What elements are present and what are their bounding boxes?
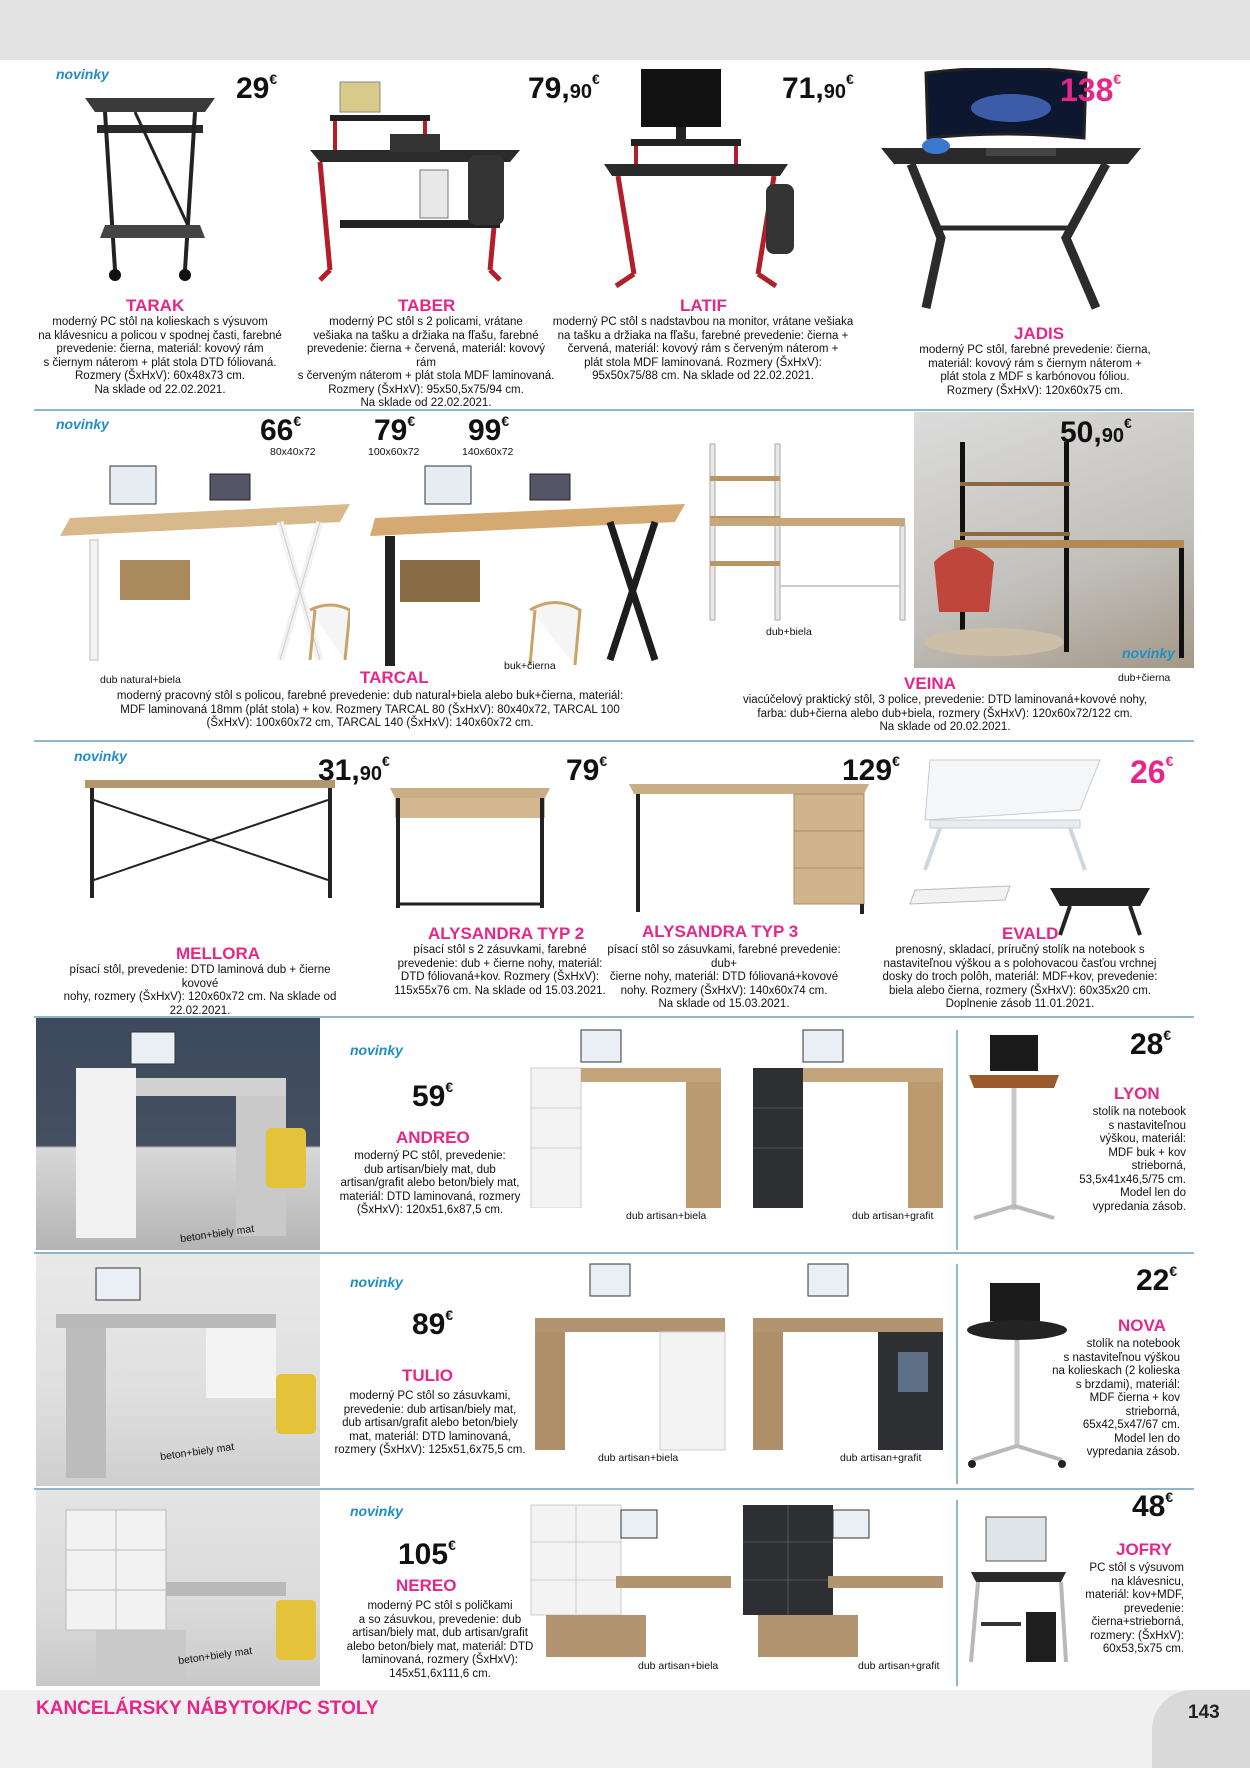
veina-label-black: dub+čierna [1118,672,1171,684]
latif-price: 71,90€ [782,71,854,105]
evald-name: EVALD [1002,924,1059,943]
andreo-label-white: dub artisan+biela [626,1210,707,1222]
andreo-name: ANDREO [396,1128,470,1147]
new-badge: novinky [350,1042,403,1058]
page-title: KANCELÁRSKY NÁBYTOK/PC STOLY [36,1698,379,1719]
tarcal-100-price: 79€ [374,413,416,447]
tarcal-80-price: 66€ [260,413,302,447]
veina-name: VEINA [904,674,956,693]
evald-image [900,750,1160,940]
nereo-label-graphite: dub artisan+grafit [858,1660,940,1672]
nereo-photo-label: beton+biely mat [177,1644,253,1668]
veina-white-image [700,436,910,626]
nereo-white-image [526,1500,736,1660]
alysandra3-price: 129€ [842,753,900,787]
alysandra3-desc: písací stôl so zásuvkami, farebné prevedenie: dub+ čierne nohy, materiál: DTD fóliovaná+kovové nohy. Rozmery (ŠxHxV): 140x60x74 cm. Na sklade od 15.03.2021. [607,944,841,1010]
tarcal-label-black: buk+čierna [504,660,556,672]
nereo-graphite-image [738,1500,948,1660]
veina-price: 50,90€ [1060,415,1132,449]
alysandra3-image [624,776,874,916]
latif-desc: moderný PC stôl s nadstavbou na monitor, vrátane vešiaka na tašku a držiaka na fľašu, farebné prevedenie: čierna + červená, materiál: kovový rám s červeným náterom + plát stola MDF laminovaná. Rozmery (ŠxHxV): 95x50x75/88 cm. Na sklade od 22.02.2021. [552,316,854,382]
alysandra2-name: ALYSANDRA TYP 2 [428,924,585,943]
tulio-label-white: dub artisan+biela [598,1452,679,1464]
top-strip [0,0,1250,60]
tarcal-name: TARCAL [360,668,429,687]
jadis-price: 138€ [1060,71,1122,108]
column-divider [956,1500,958,1686]
jadis-name: JADIS [1014,324,1065,343]
evald-price: 26€ [1130,753,1174,790]
tulio-name: TULIO [402,1366,453,1385]
new-badge: novinky [350,1274,403,1290]
nereo-name: NEREO [396,1576,457,1595]
nereo-label-white: dub artisan+biela [638,1660,719,1672]
nova-name: NOVA [1118,1316,1166,1335]
nova-desc: stolík na notebook s nastaviteľnou výškou na kolieskach (2 kolieska s brzdami), materiál: MDF čierna + kov strieborná, 65x42,5x47/67 cm. Model len do vypredania zásob. [1052,1338,1180,1458]
tulio-label-graphite: dub artisan+grafit [840,1452,922,1464]
column-divider [956,1030,958,1250]
tulio-photo-label: beton+biely mat [159,1440,235,1464]
jofry-name: JOFRY [1116,1540,1173,1559]
nova-price: 22€ [1136,1263,1178,1297]
alysandra2-desc: písací stôl s 2 zásuvkami, farebné prevedenie: dub + čierne nohy, materiál: DTD fóliovaná+kov. Rozmery (ŠxHxV): 115x55x76 cm. Na sklade od 15.03.2021. [394,944,606,997]
lyon-name: LYON [1114,1084,1160,1103]
taber-name: TABER [398,296,456,315]
row-divider [34,409,1194,411]
new-badge: novinky [56,66,109,82]
mellora-price: 31,90€ [318,753,390,787]
alysandra3-name: ALYSANDRA TYP 3 [642,922,799,941]
new-badge: novinky [74,748,127,764]
tarcal-label-white: dub natural+biela [100,674,181,686]
andreo-photo [36,1018,320,1250]
new-badge: novinky [350,1503,403,1519]
tarcal-black-image [370,460,685,670]
tarcal-white-image [60,460,350,670]
jofry-desc: PC stôl s výsuvom na klávesnicu, materiál: kov+MDF, prevedenie: čierna+strieborná, rozmery: (ŠxHxV): 60x53,5x75 cm. [1085,1562,1184,1655]
tulio-desc: moderný PC stôl so zásuvkami, prevedenie: dub artisan/biely mat, dub artisan/grafit alebo beton/biely mat, materiál: DTD laminovaná, rozmery (ŠxHxV): 125x51,6x75,5 cm. [334,1390,526,1456]
page-number: 143 [1188,1702,1220,1723]
taber-price: 79,90€ [528,71,600,105]
veina-desc: viacúčelový praktický stôl, 3 police, prevedenie: DTD laminovaná+kovové nohy, farba: dub+čierna alebo dub+biela, rozmery (ŠxHxV): 120x60x72/122 cm. Na sklade od 20.02.2021. [742,694,1148,733]
row-divider [34,740,1194,742]
tarcal-140-size: 140x60x72 [462,446,514,458]
column-divider [956,1264,958,1484]
evald-desc: prenosný, skladací, príručný stolík na notebook s nastaviteľnou výškou a s polohovacou časťou vrchnej dosky do troch polôh, materiál: MDF+kov, prevedenie: biela alebo čierna, rozmery (ŠxHxV): 60x35x20 cm. Doplnenie zásob 11.01.2021. [882,944,1158,1010]
alysandra2-price: 79€ [566,753,608,787]
mellora-image [80,770,340,900]
mellora-name: MELLORA [176,944,261,963]
lyon-price: 28€ [1130,1027,1172,1061]
andreo-photo-label: beton+biely mat [179,1222,255,1246]
tarak-name: TARAK [126,296,185,315]
tulio-price: 89€ [412,1307,454,1341]
tulio-graphite-image [748,1262,948,1452]
nereo-desc: moderný PC stôl s poličkami a so zásuvkou, prevedenie: dub artisan/biely mat, dub artisan/grafit alebo beton/biely mat, materiál: DTD laminovaná, rozmery (ŠxHxV): 145x51,6x111,6 cm. [346,1600,534,1680]
veina-photo [914,412,1194,668]
tarcal-desc: moderný pracovný stôl s policou, farebné prevedenie: dub natural+biela alebo buk+čierna, materiál: MDF laminovaná 18mm (plát stola) + kov. Rozmery TARCAL 80 (ŠxHxV): 80x40x72, TARCAL 100 (ŠxHxV): 100x60x72 cm, TARCAL 140 (ŠxHxV): 140x60x72 cm. [116,690,624,729]
taber-image [300,70,530,295]
latif-name: LATIF [680,296,727,315]
tarak-price: 29€ [236,71,278,105]
alysandra2-image [380,780,560,910]
latif-image [596,64,796,294]
andreo-price: 59€ [412,1079,454,1113]
tarcal-140-price: 99€ [468,413,510,447]
andreo-desc: moderný PC stôl, prevedenie: dub artisan/biely mat, dub artisan/grafit alebo beton/biely mat, materiál: DTD laminovaná, rozmery (ŠxHxV): 120x51,6x87,5 cm. [339,1150,521,1216]
andreo-graphite-image [748,1028,948,1208]
new-badge: novinky [56,416,109,432]
jadis-desc: moderný PC stôl, farebné prevedenie: čierna, materiál: kovový rám s čiernym náterom + plát stola z MDF s karbónovou fóliou. Rozmery (ŠxHxV): 120x60x75 cm. [919,344,1151,397]
veina-label-white: dub+biela [766,626,812,638]
page-number-tab [1152,1690,1250,1768]
nereo-price: 105€ [398,1537,456,1571]
tarak-desc: moderný PC stôl na kolieskach s výsuvom na klávesnicu a policou v spodnej časti, farebné prevedenie: čierna, materiál: kovový rám s čiernym náterom + plát stola DTD fóliovaná. Rozmery (ŠxHxV): 60x48x73 cm. Na sklade od 22.02.2021. [38,316,282,396]
lyon-desc: stolík na notebook s nastaviteľnou výškou, materiál: MDF buk + kov strieborná, 53,5x41x46,5/75 cm. Model len do vypredania zásob. [1079,1106,1186,1213]
new-badge: novinky [1122,645,1175,661]
tulio-white-image [530,1262,730,1452]
andreo-label-graphite: dub artisan+grafit [852,1210,934,1222]
taber-desc: moderný PC stôl s 2 policami, vrátane vešiaka na tašku a držiaka na fľašu, farebné prevedenie: čierna + červená, materiál: kovový rám s červeným náterom + plát stola MDF laminovaná. Rozmery (ŠxHxV): 95x50,5x75/94 cm. Na sklade od 22.02.2021. [297,316,555,409]
tarcal-80-size: 80x40x72 [270,446,316,458]
tarak-image [75,80,225,285]
jofry-price: 48€ [1132,1489,1174,1523]
tarcal-100-size: 100x60x72 [368,446,420,458]
mellora-desc: písací stôl, prevedenie: DTD laminová dub + čierne kovové nohy, rozmery (ŠxHxV): 120x60x72 cm. Na sklade od 22.02.2021. [63,964,337,1017]
andreo-white-image [526,1028,726,1208]
